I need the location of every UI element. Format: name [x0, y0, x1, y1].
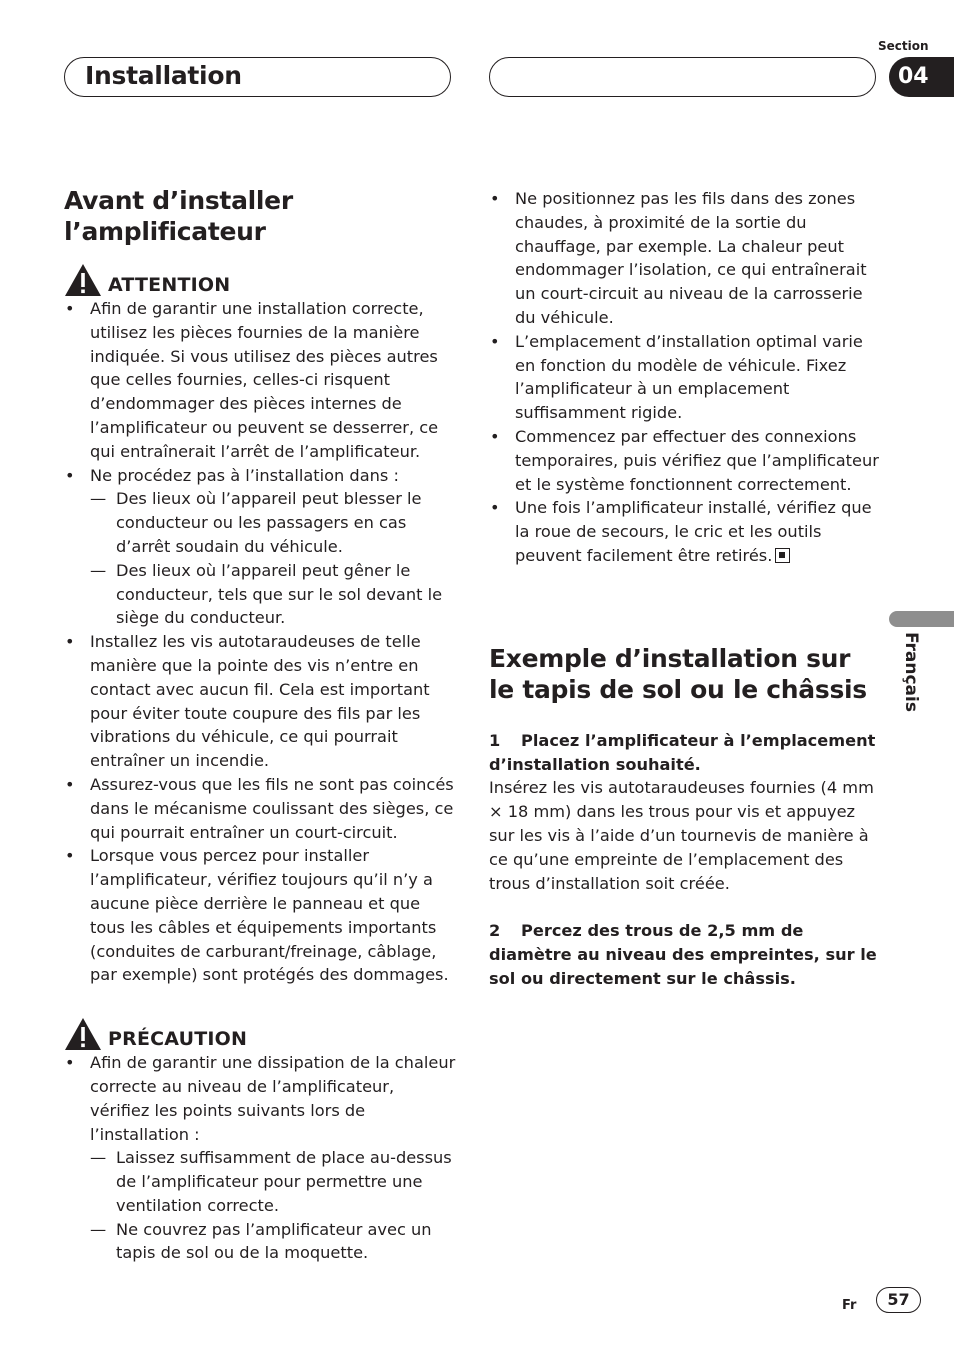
right-column — [489, 187, 881, 991]
list-item: • L’emplacement d’installation optimal varie en fonction du modèle de véhicule. Fixez l’amplificateur à un emplacement suffisamment rigide. — [489, 330, 881, 425]
attention-header — [64, 263, 456, 297]
warning-icon — [64, 263, 102, 297]
step-number: 1 — [489, 730, 501, 750]
end-of-section-icon — [775, 548, 790, 563]
list-item: • Installez les vis autotaraudeuses de telle manière que la pointe des vis n’entre en contact avec aucun fil. Cela est important pour éviter toute coupure des fils par les vibrations du véhicule, ce qui pourrait entraîner un incendie. — [64, 630, 456, 773]
section-number: 04 — [889, 57, 954, 97]
list-item — [489, 496, 881, 567]
attention-list — [64, 297, 456, 987]
step-1 — [489, 729, 881, 896]
header-empty-pill — [489, 57, 876, 97]
precaution-title: PRÉCAUTION — [108, 1028, 248, 1051]
language-tab-label — [891, 632, 931, 732]
precaution-list — [64, 1051, 456, 1265]
list-item-text: Une fois l’amplificateur installé, vérifiez que la roue de secours, le cric et les outils peuvent facilement être retirés. — [515, 498, 872, 565]
language-tab — [889, 611, 954, 627]
list-item: • Assurez-vous que les fils ne sont pas coincés dans le mécanisme coulissant des sièges, ce qui pourrait entraîner un court-circuit. — [64, 773, 456, 844]
step-2-title — [489, 919, 881, 990]
left-column — [64, 185, 456, 1265]
list-item: • Lorsque vous percez pour installer l’amplificateur, vérifiez toujours qu’il n’y a aucune pièce derrière le panneau et que tous les câbles et équipements importants (conduites de carburant/freinage, câblage, par exemple) sont protégés des dommages. — [64, 844, 456, 987]
header-title: Installation — [85, 61, 242, 90]
step-title-text: Placez l’amplificateur à l’emplacement d’installation souhaité. — [489, 730, 876, 774]
precaution-header — [64, 1017, 456, 1051]
list-item: • Ne positionnez pas les fils dans des zones chaudes, à proximité de la sortie du chauffage, par exemple. La chaleur peut endommager l’isolation, ce qui entraînerait un court-circuit au niveau de la carrosserie du véhicule. — [489, 187, 881, 330]
step-1-title — [489, 729, 881, 777]
header-title-pill — [64, 57, 451, 97]
heading-avant-installer: Avant d’installer l’amplificateur — [64, 186, 293, 246]
section-label: Section — [878, 39, 929, 53]
list-item: • Commencez par effectuer des connexions temporaires, puis vérifiez que l’amplificateur et le système fonctionnent correctement. — [489, 425, 881, 496]
page-number: 57 — [876, 1287, 921, 1313]
list-item: — Des lieux où l’appareil peut blesser le conducteur ou les passagers en cas d’arrêt soudain du véhicule. — [64, 487, 456, 558]
heading-exemple-installation: Exemple d’installation sur le tapis de sol ou le châssis — [489, 643, 867, 704]
list-item: • Afin de garantir une installation correcte, utilisez les pièces fournies de la manière indiquée. Si vous utilisez des pièces autres que celles fournies, celles-ci risquent d’endommager des pièces internes de l’amplificateur ou peuvent se desserrer, ce qui entraînerait l’arrêt de l’amplificateur. — [64, 297, 456, 464]
language-label: Français — [901, 632, 921, 712]
attention-title: ATTENTION — [108, 274, 231, 296]
right-bullet-list — [489, 187, 881, 568]
list-item: — Des lieux où l’appareil peut gêner le conducteur, tels que sur le sol devant le siège du conducteur. — [64, 559, 456, 630]
step-number: 2 — [489, 921, 501, 941]
list-item: • Ne procédez pas à l’installation dans : — [64, 464, 456, 488]
step-1-text: Insérez les vis autotaraudeuses fournies (4 mm × 18 mm) dans les trous pour vis et appuyez sur les vis à l’aide d’un tournevis de manière à ce qu’une empreinte de l’emplacement des trous d’installation soit créée. — [489, 778, 874, 893]
list-item: — Laissez suffisamment de place au-dessus de l’amplificateur pour permettre une ventilation correcte. — [64, 1146, 456, 1217]
step-title-text: Percez des trous de 2,5 mm de diamètre au niveau des empreintes, sur le sol ou directement sur le châssis. — [489, 921, 877, 988]
step-2 — [489, 919, 881, 990]
list-item: — Ne couvrez pas l’amplificateur avec un tapis de sol ou de la moquette. — [64, 1218, 456, 1266]
warning-icon — [64, 1017, 102, 1051]
footer-language: Fr — [842, 1298, 857, 1313]
list-item: • Afin de garantir une dissipation de la chaleur correcte au niveau de l’amplificateur, vérifiez les points suivants lors de l’installation : — [64, 1051, 456, 1146]
